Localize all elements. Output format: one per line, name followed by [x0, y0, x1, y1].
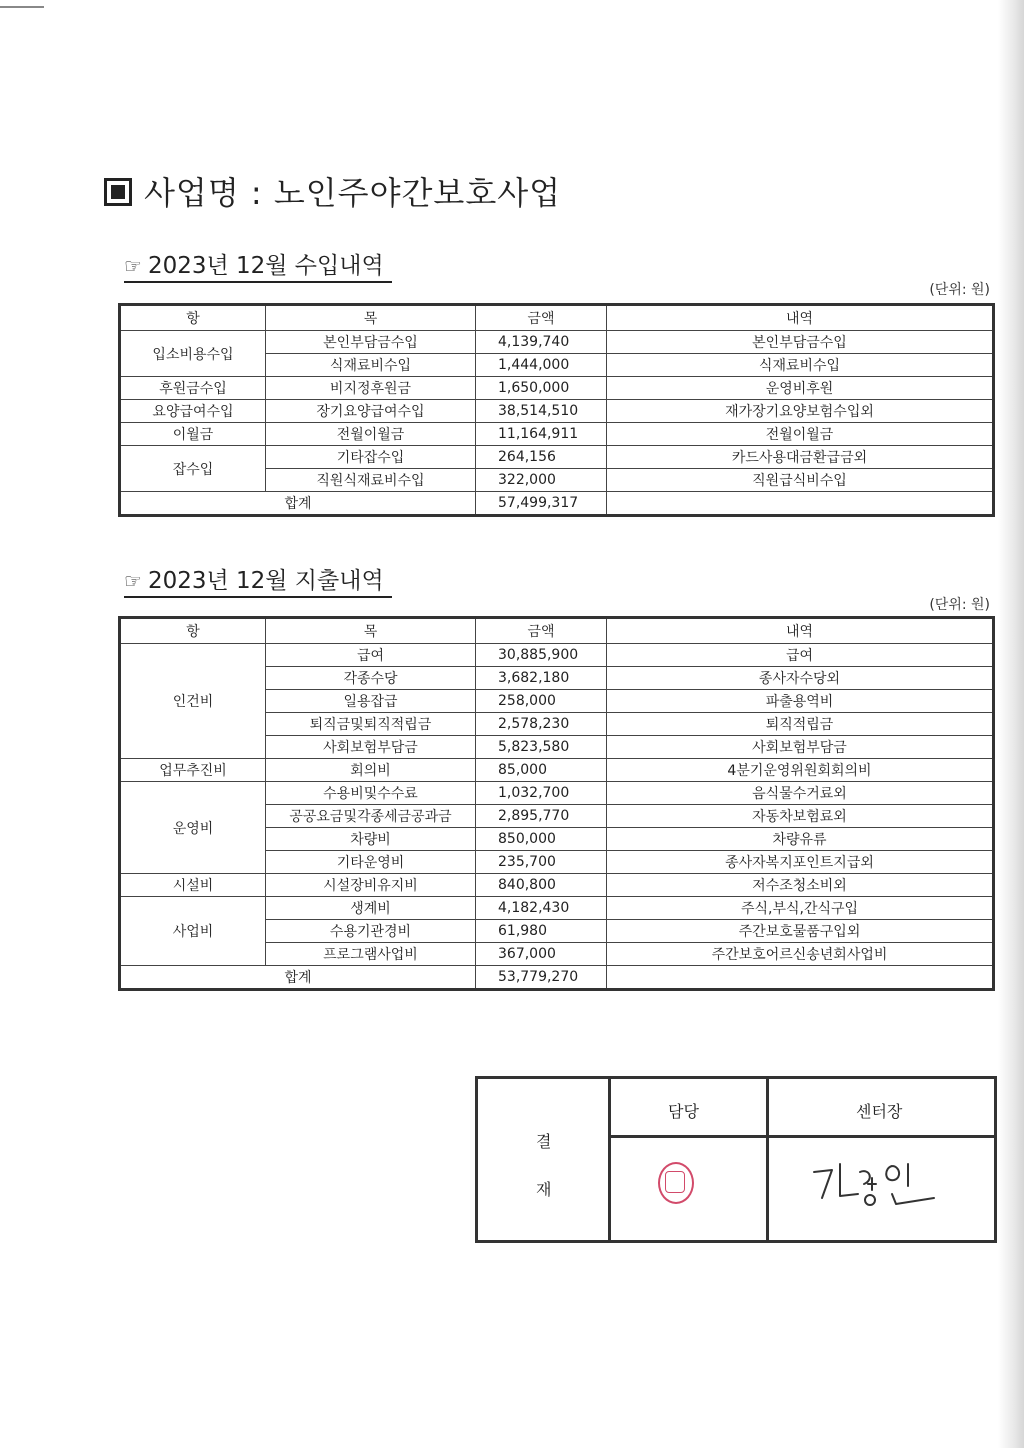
expense-heading-text: 2023년 12월 지출내역 [147, 568, 384, 594]
signature [800, 1150, 950, 1220]
row-mok-cell: 수용기관경비 [266, 920, 476, 943]
table-row [120, 759, 994, 782]
col-header-hang: 항 [120, 305, 266, 331]
row-desc-cell: 종사자수당외 [607, 667, 994, 690]
row-desc-cell: 주식,부식,간식구입 [607, 897, 994, 920]
total-amount: 53,779,270 [476, 966, 607, 990]
row-amount-cell: 1,650,000 [476, 377, 607, 400]
row-amount-cell: 235,700 [476, 851, 607, 874]
income-heading [124, 247, 392, 283]
row-desc-cell: 사회보험부담금 [607, 736, 994, 759]
row-amount-cell: 5,823,580 [476, 736, 607, 759]
row-mok-cell: 기타잡수입 [266, 446, 476, 469]
total-desc-empty [607, 966, 994, 990]
row-amount-cell: 264,156 [476, 446, 607, 469]
row-hang-cell: 시설비 [120, 874, 266, 897]
row-desc-cell: 운영비후원 [607, 377, 994, 400]
row-hang-cell: 인건비 [120, 644, 266, 759]
row-mok-cell: 일용잡급 [266, 690, 476, 713]
row-hang-cell: 업무추진비 [120, 759, 266, 782]
col-header-desc: 내역 [607, 618, 994, 644]
row-desc-cell: 직원급식비수입 [607, 469, 994, 492]
row-desc-cell: 급여 [607, 644, 994, 667]
row-desc-cell: 차량유류 [607, 828, 994, 851]
table-header-row [120, 618, 994, 644]
row-desc-cell: 종사자복지포인트지급외 [607, 851, 994, 874]
row-mok-cell: 차량비 [266, 828, 476, 851]
table-row [120, 644, 994, 667]
row-hang-cell: 사업비 [120, 897, 266, 966]
total-desc-empty [607, 492, 994, 516]
filled-square-icon [104, 178, 132, 206]
row-mok-cell: 수용비및수수료 [266, 782, 476, 805]
row-desc-cell: 자동차보험료외 [607, 805, 994, 828]
row-amount-cell: 4,182,430 [476, 897, 607, 920]
scan-edge-mark [0, 6, 44, 8]
row-amount-cell: 840,800 [476, 874, 607, 897]
approval-divider [611, 1135, 994, 1138]
row-mok-cell: 프로그램사업비 [266, 943, 476, 966]
approval-label-cell [478, 1079, 611, 1240]
table-row [120, 423, 994, 446]
approval-role-staff: 담당 [668, 1102, 699, 1121]
income-unit: (단위: 원) [929, 282, 990, 298]
row-desc-cell: 파출용역비 [607, 690, 994, 713]
row-desc-cell: 4분기운영위원회회의비 [607, 759, 994, 782]
expense-table [118, 616, 995, 991]
col-header-hang: 항 [120, 618, 266, 644]
row-desc-cell: 음식물수거료외 [607, 782, 994, 805]
row-hang-cell: 이월금 [120, 423, 266, 446]
row-mok-cell: 장기요양급여수입 [266, 400, 476, 423]
approval-label-top: 결 [536, 1132, 552, 1151]
row-hang-cell: 운영비 [120, 782, 266, 874]
row-amount-cell: 3,682,180 [476, 667, 607, 690]
row-amount-cell: 1,032,700 [476, 782, 607, 805]
row-hang-cell: 후원금수입 [120, 377, 266, 400]
row-desc-cell: 전월이월금 [607, 423, 994, 446]
col-header-desc: 내역 [607, 305, 994, 331]
row-mok-cell: 시설장비유지비 [266, 874, 476, 897]
row-amount-cell: 850,000 [476, 828, 607, 851]
col-header-mok: 목 [266, 618, 476, 644]
table-row [120, 377, 994, 400]
total-label: 합계 [120, 966, 476, 990]
row-mok-cell: 공공요금및각종세금공과금 [266, 805, 476, 828]
row-mok-cell: 각종수당 [266, 667, 476, 690]
row-amount-cell: 4,139,740 [476, 331, 607, 354]
row-amount-cell: 367,000 [476, 943, 607, 966]
table-row [120, 400, 994, 423]
total-amount: 57,499,317 [476, 492, 607, 516]
approval-role-director: 센터장 [856, 1102, 903, 1121]
row-mok-cell: 급여 [266, 644, 476, 667]
scan-edge-shadow [998, 0, 1024, 1448]
table-row [120, 782, 994, 805]
row-mok-cell: 기타운영비 [266, 851, 476, 874]
row-hang-cell: 요양급여수입 [120, 400, 266, 423]
row-desc-cell: 주간보호물품구입외 [607, 920, 994, 943]
row-amount-cell: 11,164,911 [476, 423, 607, 446]
row-desc-cell: 재가장기요양보험수입외 [607, 400, 994, 423]
row-mok-cell: 회의비 [266, 759, 476, 782]
row-mok-cell: 생계비 [266, 897, 476, 920]
row-hang-cell: 잡수입 [120, 446, 266, 492]
row-amount-cell: 38,514,510 [476, 400, 607, 423]
page-title [104, 168, 561, 214]
table-row [120, 331, 994, 354]
table-row [120, 874, 994, 897]
table-header-row [120, 305, 994, 331]
col-header-mok: 목 [266, 305, 476, 331]
row-mok-cell: 비지정후원금 [266, 377, 476, 400]
total-row [120, 492, 994, 516]
seal-stamp-icon [658, 1162, 694, 1204]
row-desc-cell: 퇴직적립금 [607, 713, 994, 736]
row-mok-cell: 퇴직금및퇴직적립금 [266, 713, 476, 736]
row-amount-cell: 61,980 [476, 920, 607, 943]
income-table [118, 303, 995, 517]
row-mok-cell: 전월이월금 [266, 423, 476, 446]
col-header-amount: 금액 [476, 305, 607, 331]
row-mok-cell: 식재료비수입 [266, 354, 476, 377]
row-amount-cell: 85,000 [476, 759, 607, 782]
row-desc-cell: 식재료비수입 [607, 354, 994, 377]
total-row [120, 966, 994, 990]
page-title-text: 사업명 : 노인주야간보호사업 [144, 174, 562, 212]
row-amount-cell: 2,578,230 [476, 713, 607, 736]
row-mok-cell: 본인부담금수입 [266, 331, 476, 354]
table-row [120, 446, 994, 469]
row-amount-cell: 322,000 [476, 469, 607, 492]
row-hang-cell: 입소비용수입 [120, 331, 266, 377]
row-amount-cell: 30,885,900 [476, 644, 607, 667]
pointing-hand-icon: ☞ [124, 569, 142, 593]
pointing-hand-icon: ☞ [124, 254, 142, 278]
income-heading-text: 2023년 12월 수입내역 [147, 253, 384, 279]
approval-label-bottom: 재 [536, 1180, 552, 1199]
expense-unit: (단위: 원) [929, 597, 990, 613]
row-mok-cell: 사회보험부담금 [266, 736, 476, 759]
col-header-amount: 금액 [476, 618, 607, 644]
row-amount-cell: 258,000 [476, 690, 607, 713]
row-desc-cell: 주간보호어르신송년회사업비 [607, 943, 994, 966]
row-amount-cell: 2,895,770 [476, 805, 607, 828]
row-desc-cell: 카드사용대금환급금외 [607, 446, 994, 469]
row-mok-cell: 직원식재료비수입 [266, 469, 476, 492]
expense-heading [124, 562, 392, 598]
table-row [120, 897, 994, 920]
row-amount-cell: 1,444,000 [476, 354, 607, 377]
row-desc-cell: 본인부담금수입 [607, 331, 994, 354]
total-label: 합계 [120, 492, 476, 516]
row-desc-cell: 저수조청소비외 [607, 874, 994, 897]
